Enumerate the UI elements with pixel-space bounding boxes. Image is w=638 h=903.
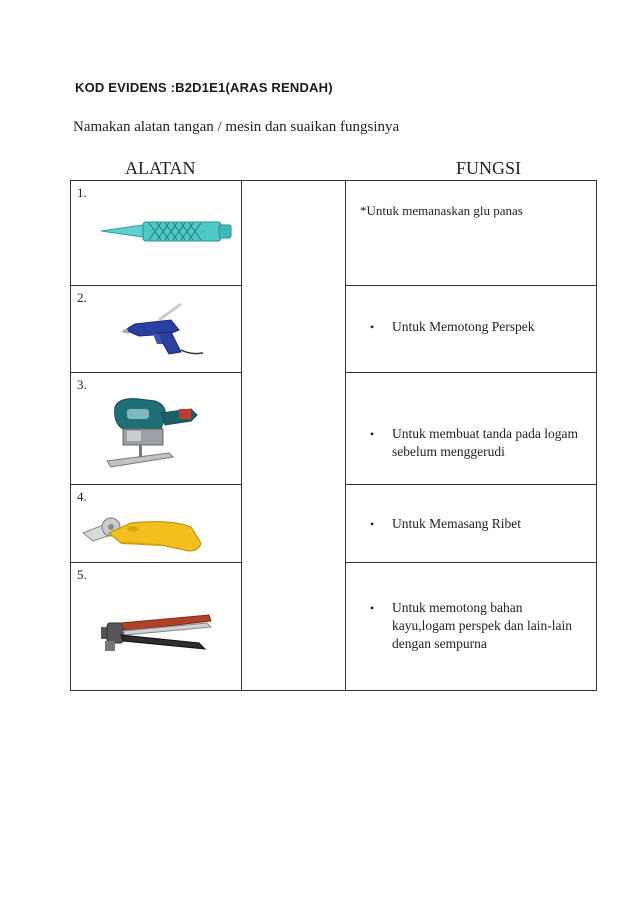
bullet-point: • [370, 427, 375, 441]
tool-number: 5. [77, 567, 87, 582]
function-item [370, 318, 585, 336]
answer-column [242, 181, 346, 691]
function-text: Untuk membuat tanda pada logam sebelum menggerudi [392, 426, 578, 459]
function-cell [346, 286, 597, 373]
function-text: *Untuk memanaskan glu panas [360, 203, 523, 218]
function-cell [346, 485, 597, 563]
function-text: Untuk Memotong Perspek [392, 319, 535, 334]
tool-number: 3. [77, 377, 87, 392]
tool-cell [71, 373, 242, 485]
evidence-code-heading: KOD EVIDENS :B2D1E1(ARAS RENDAH) [75, 80, 333, 95]
column-header-functions: FUNGSI [456, 158, 522, 178]
rivet-gun-icon [99, 613, 215, 655]
tool-number: 2. [77, 290, 87, 305]
function-item [370, 599, 585, 653]
file-tool-icon [99, 219, 233, 245]
instruction-text: Namakan alatan tangan / mesin dan suaikan fungsinya [73, 119, 400, 135]
table-row [71, 181, 597, 286]
matching-table [70, 180, 597, 691]
bullet-point: • [370, 320, 375, 334]
tool-cell [71, 485, 242, 563]
function-text: Untuk Memasang Ribet [392, 516, 521, 531]
tool-cell [71, 181, 242, 286]
tool-cell [71, 286, 242, 373]
cutter-knife-icon [81, 513, 205, 555]
tool-number: 4. [77, 489, 87, 504]
tool-cell [71, 563, 242, 691]
column-header-tools: ALATAN [125, 158, 196, 178]
jigsaw-icon [105, 395, 199, 473]
function-cell [346, 373, 597, 485]
function-cell [346, 181, 597, 286]
function-item [370, 425, 585, 461]
glue-gun-icon [119, 300, 205, 360]
function-item [370, 515, 585, 533]
bullet-point: • [370, 601, 375, 615]
bullet-point: • [370, 517, 375, 531]
function-cell [346, 563, 597, 691]
function-text: Untuk memotong bahan kayu,logam perspek dan lain-lain dengan sempurna [392, 600, 572, 651]
tool-number: 1. [77, 185, 87, 200]
